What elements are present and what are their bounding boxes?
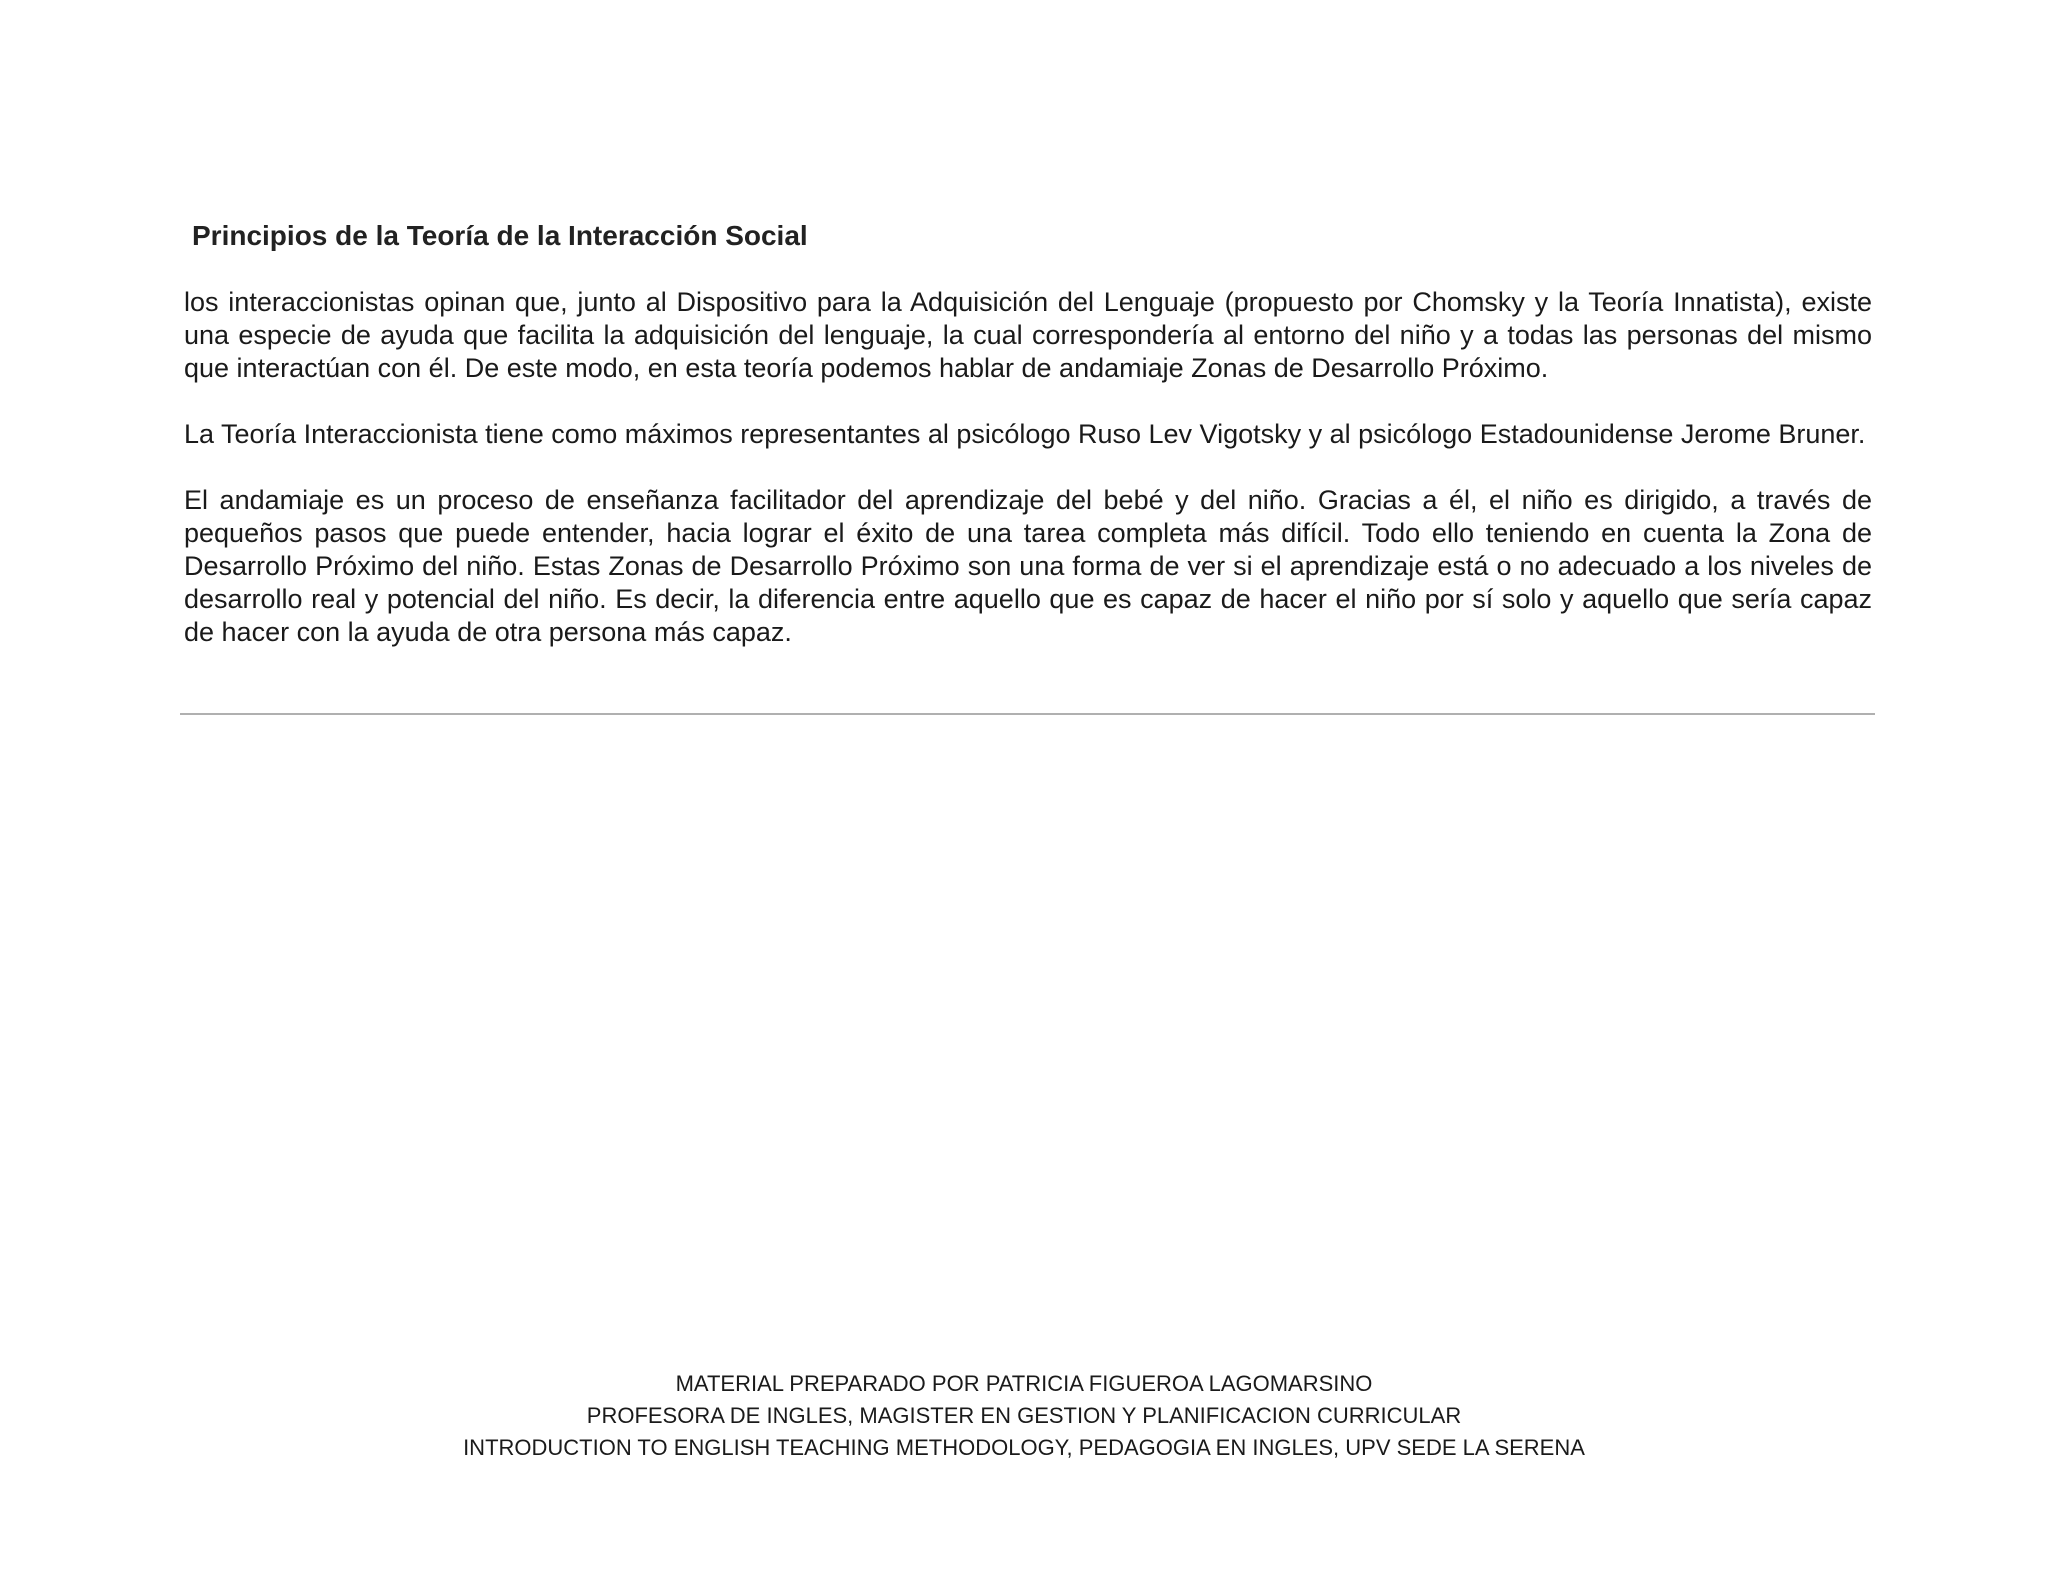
document-body bbox=[184, 218, 1872, 649]
paragraph-scaffolding: El andamiaje es un proceso de enseñanza facilitador del aprendizaje del bebé y del niño. Gracias a él, el niño es dirigido, a través de pequeños pasos que puede entender, hacia lograr el éxito de una tarea completa más difícil. Todo ello teniendo en cuenta la Zona de Desarrollo Próximo del niño. Estas Zonas de Desarrollo Próximo son una forma de ver si el aprendizaje está o no adecuado a los niveles de desarrollo real y potencial del niño. Es decir, la diferencia entre aquello que es capaz de hacer el niño por sí solo y aquello que sería capaz de hacer con la ayuda de otra persona más capaz. bbox=[184, 485, 1872, 647]
page-footer bbox=[0, 1368, 2048, 1464]
footer-line-author: MATERIAL PREPARADO POR PATRICIA FIGUEROA LAGOMARSINO bbox=[675, 1371, 1373, 1396]
footer-line-credentials: PROFESORA DE INGLES, MAGISTER EN GESTION Y PLANIFICACION CURRICULAR bbox=[586, 1403, 1462, 1428]
section-title: Principios de la Teoría de la Interacción Social bbox=[192, 220, 808, 251]
paragraph-representatives: La Teoría Interaccionista tiene como máximos representantes al psicólogo Ruso Lev Vigotsky y al psicólogo Estadounidense Jerome Bruner. bbox=[184, 419, 1866, 449]
horizontal-divider bbox=[180, 713, 1875, 715]
paragraph-interactionists: los interaccionistas opinan que, junto al Dispositivo para la Adquisición del Lenguaje (propuesto por Chomsky y la Teoría Innatista), existe una especie de ayuda que facilita la adquisición del lenguaje, la cual correspondería al entorno del niño y a todas las personas del mismo que interactúan con él. De este modo, en esta teoría podemos hablar de andamiaje Zonas de Desarrollo Próximo. bbox=[184, 287, 1872, 383]
footer-line-course: INTRODUCTION TO ENGLISH TEACHING METHODOLOGY, PEDAGOGIA EN INGLES, UPV SEDE LA SERENA bbox=[463, 1435, 1585, 1460]
